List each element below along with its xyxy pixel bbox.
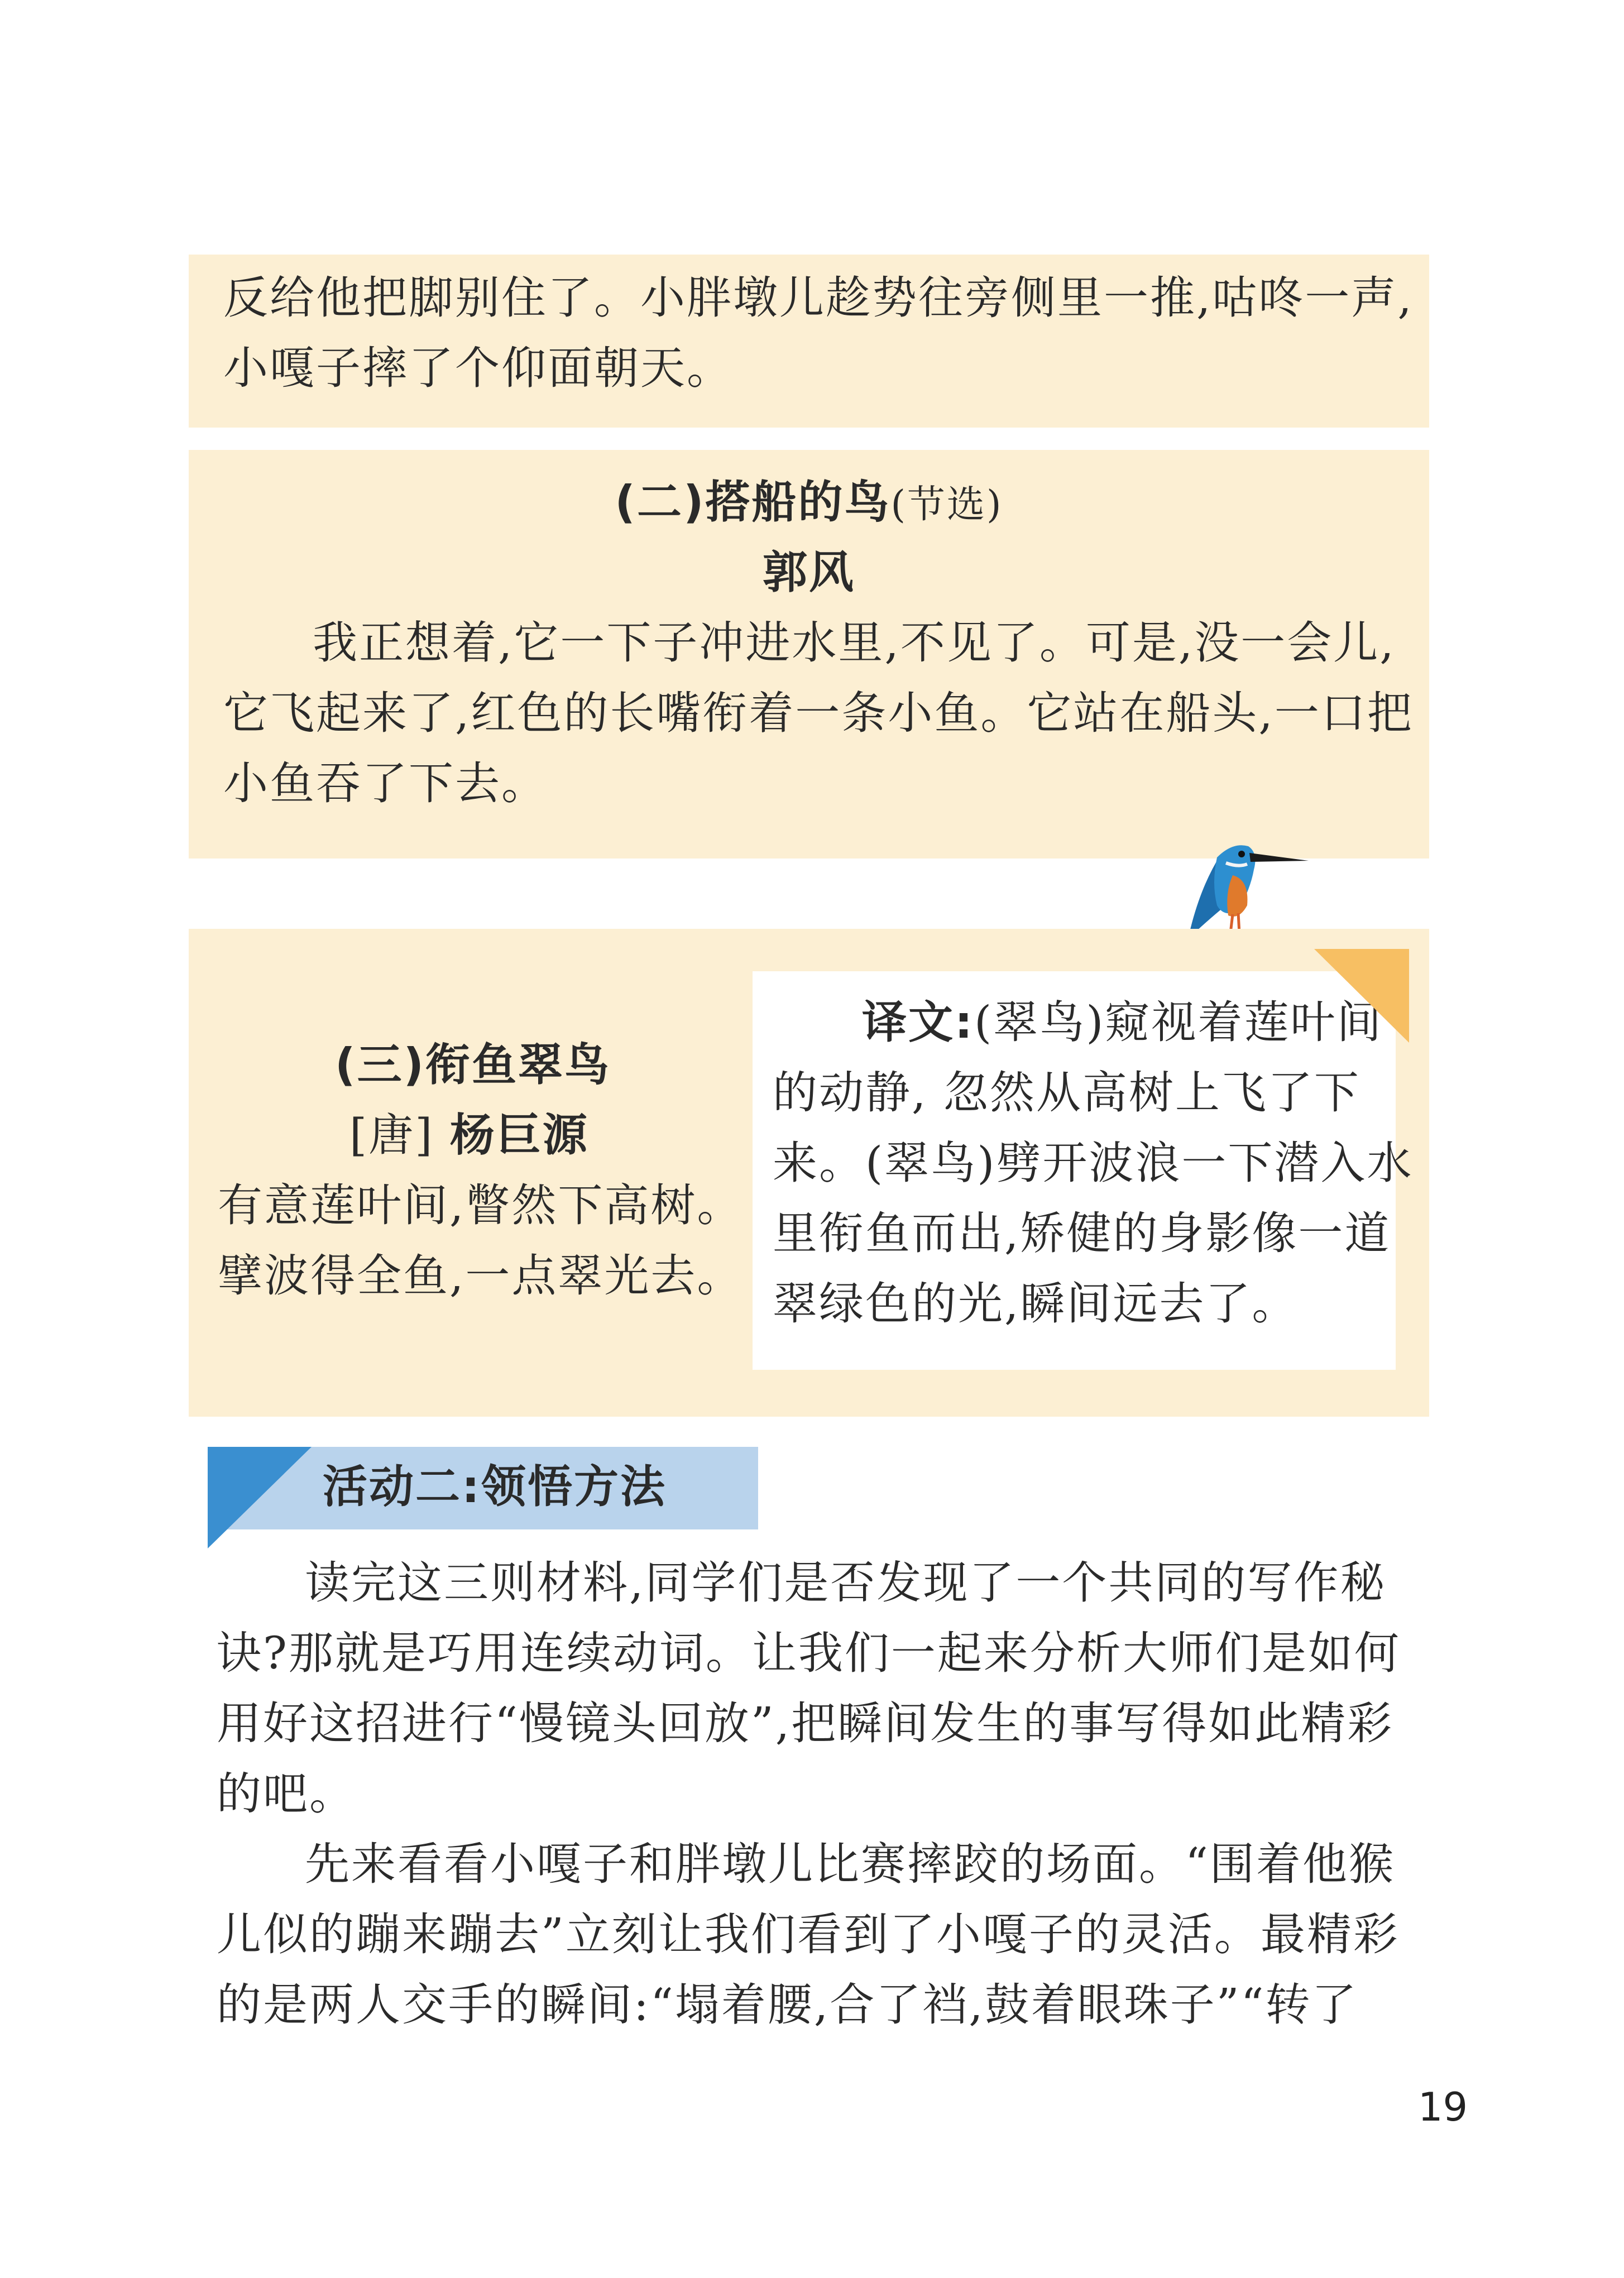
poem-title: (三)衔鱼翠鸟 — [335, 1039, 611, 1091]
translation-line: 里衔鱼而出,矫健的身影像一道 — [773, 1207, 1391, 1259]
text-line: 反给他把脚别住了。小胖墩儿趁势往旁侧里一推,咕咚一声, — [223, 272, 1414, 324]
poem-author: 杨巨源 — [449, 1109, 589, 1161]
text-line: 小鱼吞了下去。 — [223, 757, 548, 809]
section-author: 郭风 — [763, 546, 855, 598]
body-line: 用好这招进行“慢镜头回放”,把瞬间发生的事写得如此精彩 — [217, 1697, 1394, 1749]
poem-dynasty: [唐] — [349, 1109, 434, 1161]
translation-label: 译文: — [862, 996, 974, 1048]
section-title-suffix: (节选) — [890, 483, 1003, 527]
poem-line: 有意莲叶间,瞥然下高树。 — [218, 1179, 744, 1231]
body-line: 的吧。 — [217, 1768, 356, 1820]
body-line: 先来看看小嘎子和胖墩儿比赛摔跤的场面。“围着他猴 — [305, 1838, 1395, 1890]
page-number: 19 — [1418, 2084, 1468, 2130]
poem-author-line — [349, 1109, 589, 1161]
body-line: 儿似的蹦来蹦去”立刻让我们看到了小嘎子的灵活。最精彩 — [217, 1908, 1400, 1960]
translation-first-line — [862, 996, 1383, 1048]
translation-line: 的动静, 忽然从高树上飞了下 — [773, 1067, 1360, 1119]
corner-decoration-icon — [1314, 949, 1409, 1043]
text-line: 它飞起来了,红色的长嘴衔着一条小鱼。它站在船头,一口把 — [223, 687, 1414, 739]
body-line: 的是两人交手的瞬间:“塌着腰,合了裆,鼓着眼珠子”“转了 — [217, 1979, 1358, 2031]
translation-line: 翠绿色的光,瞬间远去了。 — [773, 1278, 1299, 1330]
translation-line: 来。(翠鸟)劈开波浪一下潜入水 — [773, 1137, 1414, 1189]
section-title — [189, 476, 1429, 528]
activity-title: 活动二:领悟方法 — [323, 1461, 667, 1513]
excerpt-box-1 — [189, 255, 1429, 428]
excerpt-box-2 — [189, 450, 1429, 859]
body-line: 读完这三则材料,同学们是否发现了一个共同的写作秘 — [305, 1557, 1387, 1609]
text-line: 我正想着,它一下子冲进水里,不见了。可是,没一会儿, — [313, 617, 1396, 669]
text-line: 小嘎子摔了个仰面朝天。 — [223, 342, 733, 394]
section-title-main: (二)搭船的鸟 — [615, 476, 891, 528]
translation-text: (翠鸟)窥视着莲叶间 — [974, 996, 1383, 1048]
translation-card — [753, 971, 1414, 1370]
excerpt-box-3 — [189, 929, 1429, 1417]
body-line: 诀?那就是巧用连续动词。让我们一起来分析大师们是如何 — [217, 1627, 1401, 1679]
poem-line: 擘波得全鱼,一点翠光去。 — [218, 1250, 744, 1302]
